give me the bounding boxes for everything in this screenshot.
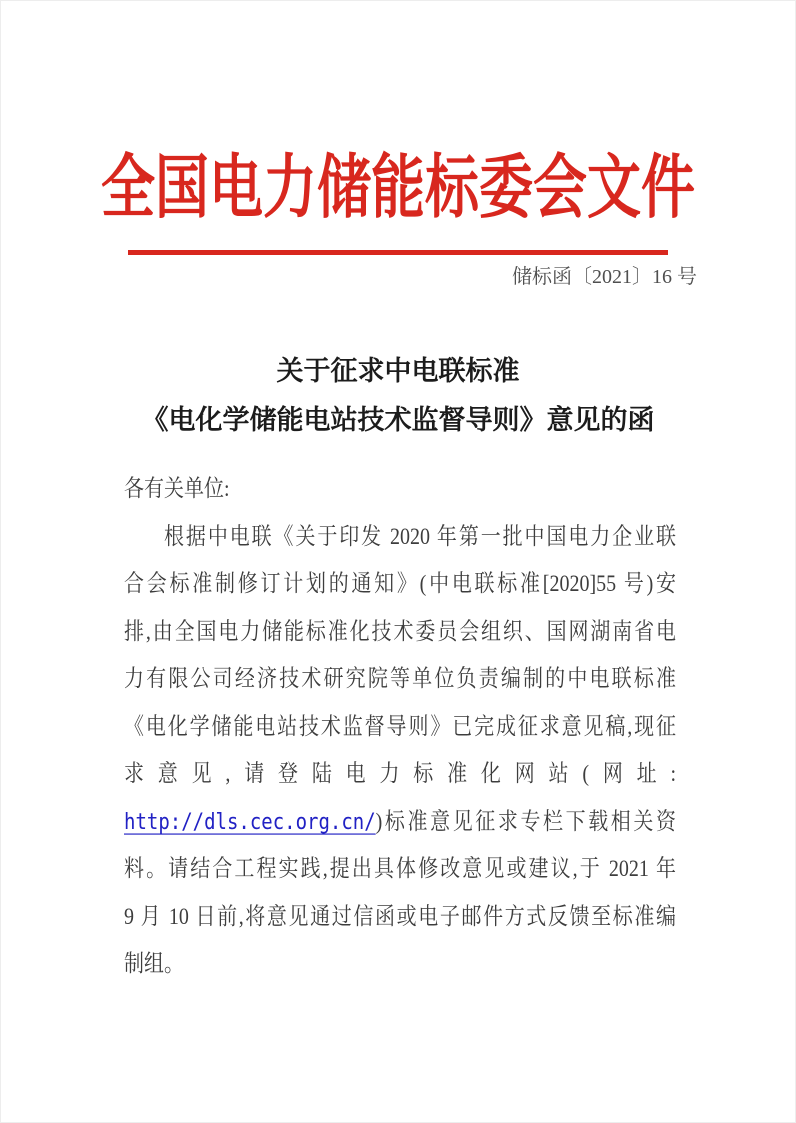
body-line: 求意见,请登陆电力标准化网站(网址: bbox=[124, 761, 676, 787]
subject-title bbox=[1, 347, 795, 445]
standards-website-link[interactable]: http://dls.cec.org.cn/ bbox=[124, 808, 376, 835]
letter-body bbox=[124, 466, 676, 989]
subject-line-2: 《电化学储能电站技术监督导则》意见的函 bbox=[141, 405, 655, 435]
body-line: 《电化学储能电站技术监督导则》已完成征求意见稿,现征 bbox=[124, 713, 676, 740]
body-line: 9 月 10 日前,将意见通过信函或电子邮件方式反馈至标准编 bbox=[124, 903, 676, 930]
body-line: 料。请结合工程实践,提出具体修改意见或建议,于 2021 年 bbox=[124, 856, 676, 882]
body-line-link-tail: )标准意见征求专栏下载相关资 bbox=[375, 808, 676, 835]
salutation: 各有关单位: bbox=[124, 476, 230, 502]
body-line: 合会标准制修订计划的通知》(中电联标准[2020]55 号)安 bbox=[124, 571, 676, 597]
red-divider bbox=[128, 250, 668, 255]
body-line: 排,由全国电力储能标准化技术委员会组织、国网湖南省电 bbox=[124, 618, 676, 645]
document-number: 储标函〔2021〕16 号 bbox=[512, 266, 697, 288]
body-line: 制组。 bbox=[124, 951, 184, 977]
body-line: 力有限公司经济技术研究院等单位负责编制的中电联标准 bbox=[124, 666, 676, 692]
masthead-title: 全国电力储能标委会文件 bbox=[101, 149, 695, 227]
body-line: 根据中电联《关于印发 2020 年第一批中国电力企业联 bbox=[164, 523, 676, 550]
subject-line-1: 关于征求中电联标准 bbox=[276, 356, 520, 386]
